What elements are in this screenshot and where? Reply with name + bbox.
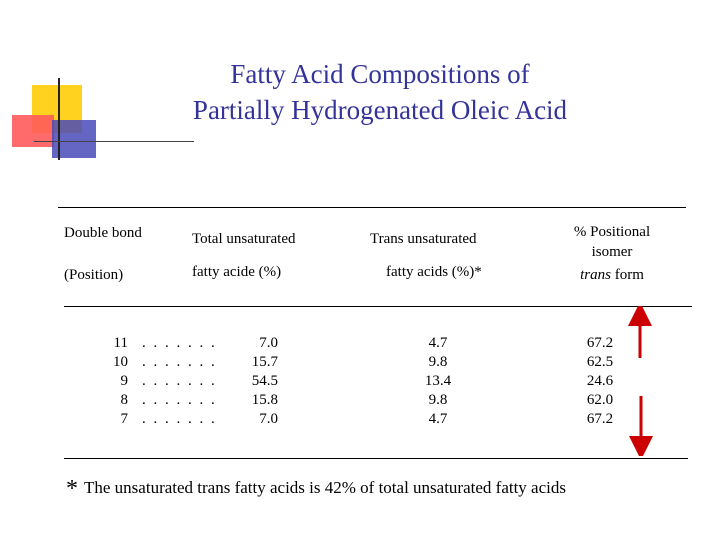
cell-total-unsaturated: 15.7: [251, 354, 278, 370]
table-header-rule: [64, 306, 692, 307]
footnote-marker: *: [66, 476, 78, 502]
cell-leader-dots: . . . . . . .: [142, 411, 217, 427]
cell-trans-unsaturated: 9.8: [428, 392, 448, 408]
header-trans-unsaturated: Trans unsaturated: [370, 231, 477, 247]
decor-vertical-line: [58, 78, 60, 160]
cell-position: 10: [113, 354, 128, 370]
cell-position: 8: [120, 392, 128, 408]
header-total-unsaturated: Total unsaturated: [192, 231, 296, 247]
title-line-1: Fatty Acid Compositions of: [230, 59, 530, 89]
cell-trans-unsaturated: 4.7: [428, 411, 448, 427]
cell-leader-dots: . . . . . . .: [142, 373, 217, 389]
cell-position: 11: [113, 335, 128, 351]
title-line-2: Partially Hydrogenated Oleic Acid: [192, 95, 568, 125]
header-trans-form: [552, 266, 672, 284]
cell-total-unsaturated: 7.0: [259, 411, 278, 427]
slide-title: [130, 56, 630, 128]
footnote: [66, 476, 566, 503]
cell-leader-dots: . . . . . . .: [142, 392, 217, 408]
header-positional: % Positional: [573, 224, 651, 240]
cell-position: 7: [120, 411, 128, 427]
header-trans-unsaturated-unit: fatty acids (%)*: [386, 264, 482, 280]
cell-trans-unsaturated: 9.8: [428, 354, 448, 370]
decor-red-block: [12, 115, 54, 147]
decor-horizontal-line: [34, 141, 194, 142]
footnote-text: The unsaturated trans fatty acids is 42% of total unsaturated fatty acids: [84, 478, 566, 497]
header-position: (Position): [64, 267, 124, 283]
cell-positional-isomer: 24.6: [586, 373, 614, 389]
cell-total-unsaturated: 7.0: [259, 335, 278, 351]
table-top-rule: [58, 207, 686, 208]
cell-trans-unsaturated: 4.7: [428, 335, 448, 351]
cell-positional-isomer: 62.0: [586, 392, 614, 408]
cell-positional-isomer: 67.2: [586, 411, 614, 427]
cell-position: 9: [120, 373, 128, 389]
header-total-unsaturated-unit: fatty acide (%): [192, 264, 282, 280]
header-double-bond: Double bond: [64, 225, 142, 241]
cell-total-unsaturated: 54.5: [251, 373, 278, 389]
cell-positional-isomer: 67.2: [586, 335, 614, 351]
table-bottom-rule: [64, 458, 688, 459]
cell-leader-dots: . . . . . . .: [142, 354, 217, 370]
header-form: form: [614, 267, 644, 283]
isomer-arrows: [628, 306, 658, 456]
header-trans-italic: trans: [580, 267, 611, 283]
header-isomer: isomer: [591, 244, 633, 260]
cell-trans-unsaturated: 13.4: [424, 373, 452, 389]
cell-positional-isomer: 62.5: [586, 354, 614, 370]
cell-leader-dots: . . . . . . .: [142, 335, 217, 351]
cell-total-unsaturated: 15.8: [251, 392, 278, 408]
